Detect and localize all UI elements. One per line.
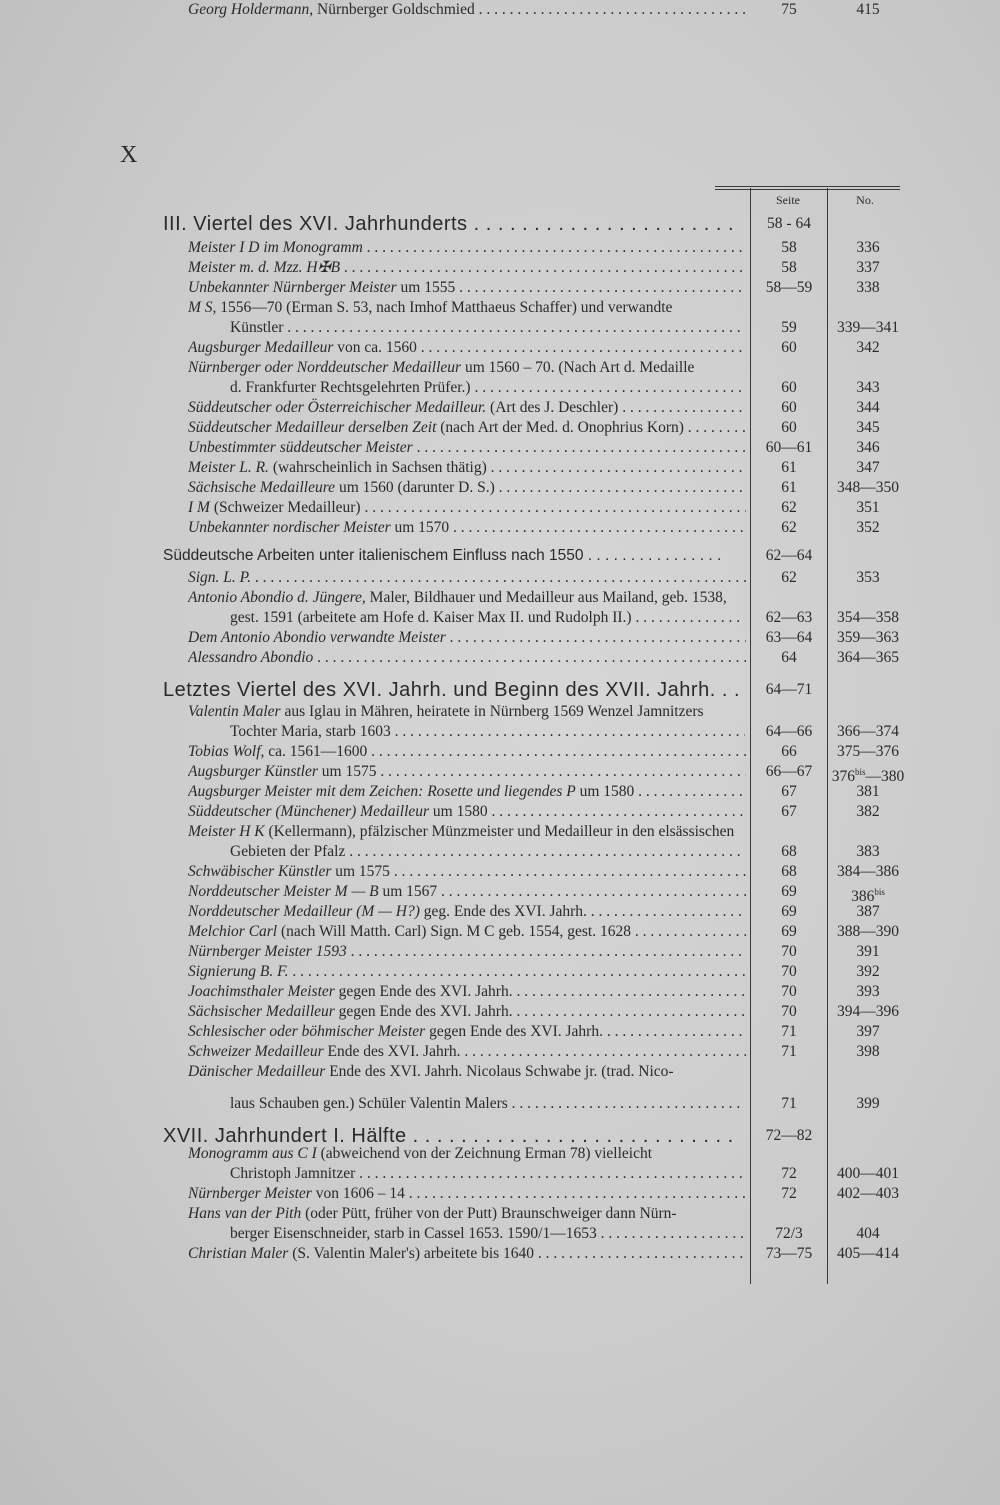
item-number: 393 (856, 983, 880, 1000)
entry-description: (nach Art der Med. d. Onophrius Korn) (436, 419, 684, 436)
entry-description: Nürnberger Goldschmied (313, 1, 475, 18)
page-ref: 66—67 (765, 763, 813, 780)
entry-name: Nürnberger Meister (188, 1185, 312, 1202)
entry-description: gegen Ende des XVI. Jahrh. (425, 1023, 603, 1040)
entry-description: berger Eisenschneider, starb in Cassel 1653. 1590/1—1653 (230, 1225, 597, 1242)
entry-name: Dem Antonio Abondio verwandte Meister (188, 629, 446, 646)
entry-description: (nach Will Matth. Carl) Sign. M C geb. 1554, gest. 1628 (277, 923, 631, 940)
entry-text (188, 438, 746, 458)
entry-text (188, 418, 746, 438)
entry-text (188, 1002, 746, 1022)
column-header-no: No. (856, 193, 874, 207)
page-number: X (120, 142, 139, 168)
entry-name: Sächsische Medailleure (188, 479, 336, 496)
entry-text (188, 358, 746, 378)
section-heading (163, 678, 738, 702)
page-ref: 67 (781, 783, 797, 800)
item-number: 351 (856, 499, 880, 516)
entry-text (188, 238, 746, 258)
entry-text (188, 0, 746, 20)
heading-text: Süddeutsche Arbeiten unter italienischem Einfluss nach 1550 (163, 547, 584, 564)
entry-name: Hans van der Pith (188, 1205, 302, 1222)
entry-description: Tochter Maria, starb 1603 (230, 723, 391, 740)
item-number: 382 (856, 803, 880, 820)
entry-description: um 1575 (331, 863, 390, 880)
top-rule-2 (715, 189, 900, 190)
entry-text (188, 1042, 746, 1062)
entry-name: Meister H K (188, 823, 265, 840)
entry-text (188, 478, 746, 498)
item-number: 344 (856, 399, 880, 416)
entry-description: gegen Ende des XVI. Jahrh. (334, 983, 513, 1000)
entry-description: (Kellermann), pfälzischer Münzmeister und Medailleur in den elsässischen (264, 823, 735, 840)
entry-text (188, 1244, 746, 1264)
entry-description: aus Iglau in Mähren, heiratete in Nürnberg 1569 Wenzel Jamnitzers (280, 703, 704, 720)
item-number: 398 (856, 1043, 880, 1060)
entry-text (188, 298, 746, 318)
entry-text (188, 498, 746, 518)
entry-text (188, 982, 746, 1002)
entry-description: Ende des XVI. Jahrh. Nicolaus Schwabe jr. (trad. Nico- (325, 1063, 674, 1080)
entry-name: Melchior Carl (188, 923, 278, 940)
page-ref: 64 (781, 649, 797, 666)
entry-description: (Art des J. Deschler) (486, 399, 619, 416)
entry-text (188, 762, 746, 782)
entry-name: Joachimsthaler Meister (188, 983, 335, 1000)
page-ref: 58 - 64 (767, 215, 811, 232)
entry-text (188, 1204, 746, 1224)
item-number: 384—386 (837, 863, 899, 880)
item-number: 394—396 (837, 1003, 899, 1020)
entry-name: Schlesischer oder böhmischer Meister (188, 1023, 426, 1040)
entry-description: um 1580 (429, 803, 488, 820)
item-number: 387 (856, 903, 880, 920)
entry-name: Norddeutscher Meister M — B (188, 883, 379, 900)
entry-description: um 1580 (575, 783, 635, 800)
entry-name: Monogramm aus C I (188, 1145, 317, 1162)
page-ref: 69 (781, 883, 797, 900)
item-number: 337 (856, 259, 880, 276)
entry-name: M S, (188, 299, 217, 316)
page-ref: 59 (781, 319, 797, 336)
entry-name: Unbekannter Nürnberger Meister (188, 279, 397, 296)
entry-name: Sign. L. P. (188, 569, 252, 586)
entry-name: Schweizer Medailleur (188, 1043, 324, 1060)
column-divider-seite (750, 188, 751, 1284)
item-number: 359—363 (837, 629, 899, 646)
entry-text (230, 722, 745, 742)
entry-text (188, 822, 746, 842)
entry-text (188, 518, 746, 538)
item-number: 383 (856, 843, 880, 860)
top-rule (715, 186, 900, 187)
item-number: 348—350 (837, 479, 899, 496)
subsection-heading (163, 546, 723, 566)
entry-text (188, 1144, 746, 1164)
entry-description: laus Schauben gen.) Schüler Valentin Malers (230, 1095, 508, 1112)
entry-description: um 1560 (darunter D. S.) (335, 479, 495, 496)
heading-text: III. Viertel des XVI. Jahrhunderts (163, 213, 468, 235)
entry-text (188, 258, 746, 278)
page-ref: 70 (781, 943, 797, 960)
page-ref: 60 (781, 399, 797, 416)
page-ref: 58 (781, 259, 797, 276)
entry-name: Antonio Abondio d. Jüngere, (188, 589, 366, 606)
entry-description: um 1567 (378, 883, 438, 900)
page-ref: 72 (781, 1165, 797, 1182)
entry-description: um 1555 (396, 279, 456, 296)
column-header-seite: Seite (776, 193, 800, 207)
entry-text (188, 702, 746, 722)
page-ref: 61 (781, 459, 797, 476)
entry-description: Gebieten der Pfalz (230, 843, 346, 860)
page-ref: 58—59 (765, 279, 813, 296)
page-ref: 70 (781, 1003, 797, 1020)
page-ref: 71 (781, 1023, 797, 1040)
page-ref: 60 (781, 339, 797, 356)
page-ref: 60 (781, 379, 797, 396)
entry-text (230, 1164, 745, 1184)
entry-name: Alessandro Abondio (188, 649, 314, 666)
entry-description: d. Frankfurter Rechtsgelehrten Prüfer.) (230, 379, 471, 396)
entry-description: gegen Ende des XVI. Jahrh. (334, 1003, 513, 1020)
entry-text (188, 568, 746, 588)
page-ref: 60—61 (765, 439, 813, 456)
entry-description: von 1606 – 14 (311, 1185, 405, 1202)
entry-name: Meister L. R. (188, 459, 269, 476)
entry-description: Christoph Jamnitzer (230, 1165, 356, 1182)
entry-text (188, 782, 746, 802)
page-ref: 64—66 (765, 723, 813, 740)
page-ref: 68 (781, 843, 797, 860)
item-number: 400—401 (837, 1165, 899, 1182)
page-ref: 60 (781, 419, 797, 436)
page-ref: 72—82 (765, 1127, 813, 1144)
entry-name: Georg Holdermann, (188, 1, 314, 18)
entry-name: Nürnberger oder Norddeutscher Medailleur (188, 359, 462, 376)
entry-name: Meister m. d. Mzz. H✠B (188, 259, 341, 276)
entry-description: von ca. 1560 (333, 339, 417, 356)
page-ref: 73—75 (765, 1245, 813, 1262)
item-number: 352 (856, 519, 880, 536)
entry-description: Ende des XVI. Jahrh. (323, 1043, 461, 1060)
item-number: 392 (856, 963, 880, 980)
entry-text (188, 1062, 746, 1082)
entry-text (188, 882, 746, 902)
page-ref: 75 (781, 1, 797, 18)
entry-text (188, 862, 746, 882)
entry-description: 1556—70 (Erman S. 53, nach Imhof Matthaeus Schaffer) und verwandte (216, 299, 673, 316)
item-number: $376^{bis}—380$ (831, 767, 905, 786)
entry-name: Süddeutscher (Münchener) Medailleur (188, 803, 430, 820)
page-ref: 72/3 (775, 1225, 803, 1242)
entry-text (230, 1224, 745, 1244)
item-number: 343 (856, 379, 880, 396)
item-number: 338 (856, 279, 880, 296)
item-number: 381 (856, 783, 880, 800)
page-ref: 70 (781, 963, 797, 980)
entry-name: I M (188, 499, 210, 516)
entry-name: Dänischer Medailleur (188, 1063, 326, 1080)
page-ref: 66 (781, 743, 797, 760)
item-number: 404 (856, 1225, 880, 1242)
entry-description: um 1570 (390, 519, 450, 536)
entry-text (230, 1094, 745, 1114)
item-number: 346 (856, 439, 880, 456)
item-number: 339—341 (837, 319, 899, 336)
page-ref: 69 (781, 923, 797, 940)
entry-name: Süddeutscher Medailleur derselben Zeit (188, 419, 437, 436)
entry-text (188, 902, 746, 922)
entry-text (188, 1184, 746, 1204)
item-number: 336 (856, 239, 880, 256)
entry-description: um 1575 (317, 763, 377, 780)
page-ref: 64—71 (765, 681, 813, 698)
item-number: 397 (856, 1023, 880, 1040)
page-ref: 62—64 (765, 547, 813, 564)
entry-name: Schwäbischer Künstler (188, 863, 332, 880)
entry-description: (S. Valentin Maler's) arbeitete bis 1640 (288, 1245, 535, 1262)
item-number: 353 (856, 569, 880, 586)
entry-text (230, 608, 745, 628)
page-ref: 68 (781, 863, 797, 880)
entry-text (188, 338, 746, 358)
item-number: 375—376 (837, 743, 899, 760)
section-heading (163, 212, 738, 236)
entry-text (230, 378, 745, 398)
entry-text (188, 398, 746, 418)
entry-name: Norddeutscher Medailleur (M — H?) (188, 903, 420, 920)
heading-text: XVII. Jahrhundert I. Hälfte (163, 1125, 407, 1147)
entry-text (230, 842, 745, 862)
entry-name: Nürnberger Meister 1593 (188, 943, 347, 960)
entry-description: geg. Ende des XVI. Jahrh. (419, 903, 587, 920)
item-number: 405—414 (837, 1245, 899, 1262)
entry-text (188, 648, 746, 668)
column-divider-no (827, 188, 828, 1284)
entry-name: Unbestimmter süddeutscher Meister (188, 439, 413, 456)
entry-name: Süddeutscher oder Österreichischer Medailleur. (188, 399, 487, 416)
item-number: 399 (856, 1095, 880, 1112)
entry-text (188, 588, 746, 608)
page-ref: 70 (781, 983, 797, 1000)
entry-name: Meister I D im Monogramm (188, 239, 363, 256)
entry-text (188, 742, 746, 762)
entry-description: (abweichend von der Zeichnung Erman 78) vielleicht (316, 1145, 653, 1162)
page-ref: 62 (781, 519, 797, 536)
page-ref: 61 (781, 479, 797, 496)
item-number: 391 (856, 943, 880, 960)
item-number: 388—390 (837, 923, 899, 940)
entry-description: Maler, Bildhauer und Medailleur aus Mailand, geb. 1538, (365, 589, 727, 606)
entry-name: Augsburger Künstler (188, 763, 318, 780)
entry-name: Tobias Wolf, (188, 743, 265, 760)
item-number: $386^{bis}$ (851, 887, 885, 906)
page-ref: 62—63 (765, 609, 813, 626)
page-ref: 69 (781, 903, 797, 920)
entry-text (188, 628, 746, 648)
entry-text (188, 802, 746, 822)
page-ref: 67 (781, 803, 797, 820)
entry-name: Augsburger Medailleur (188, 339, 334, 356)
item-number: 342 (856, 339, 880, 356)
entry-description: gest. 1591 (arbeitete am Hofe d. Kaiser Max II. und Rudolph II.) (230, 609, 632, 626)
entry-name: Christian Maler (188, 1245, 289, 1262)
item-number: 415 (856, 1, 880, 18)
page-ref: 71 (781, 1043, 797, 1060)
item-number: 345 (856, 419, 880, 436)
item-number: 354—358 (837, 609, 899, 626)
entry-description: (oder Pütt, früher von der Putt) Braunschweiger dann Nürn- (301, 1205, 677, 1222)
entry-name: Signierung B. F. (188, 963, 289, 980)
entry-text (188, 922, 746, 942)
entry-text (188, 1022, 746, 1042)
entry-name: Augsburger Meister mit dem Zeichen: Rosette und liegendes P (188, 783, 576, 800)
entry-text (188, 278, 746, 298)
page-ref: 63—64 (765, 629, 813, 646)
entry-text (188, 962, 746, 982)
item-number: 364—365 (837, 649, 899, 666)
entry-name: Unbekannter nordischer Meister (188, 519, 391, 536)
page-ref: 62 (781, 499, 797, 516)
entry-description: ca. 1561—1600 (264, 743, 368, 760)
entry-description: um 1560 – 70. (Nach Art d. Medaille (461, 359, 695, 376)
entry-name: Sächsischer Medailleur (188, 1003, 335, 1020)
page-ref: 58 (781, 239, 797, 256)
entry-text (188, 458, 746, 478)
item-number: 402—403 (837, 1185, 899, 1202)
item-number: 347 (856, 459, 880, 476)
entry-text (230, 318, 745, 338)
entry-description: Künstler (230, 319, 284, 336)
entry-description: (wahrscheinlich in Sachsen thätig) (268, 459, 487, 476)
page-ref: 62 (781, 569, 797, 586)
page-ref: 72 (781, 1185, 797, 1202)
heading-text: Letztes Viertel des XVI. Jahrh. und Beginn des XVII. Jahrh. (163, 679, 716, 701)
entry-text (188, 942, 746, 962)
entry-name: Valentin Maler (188, 703, 281, 720)
item-number: 366—374 (837, 723, 899, 740)
page-ref: 71 (781, 1095, 797, 1112)
entry-description: (Schweizer Medailleur) (209, 499, 361, 516)
